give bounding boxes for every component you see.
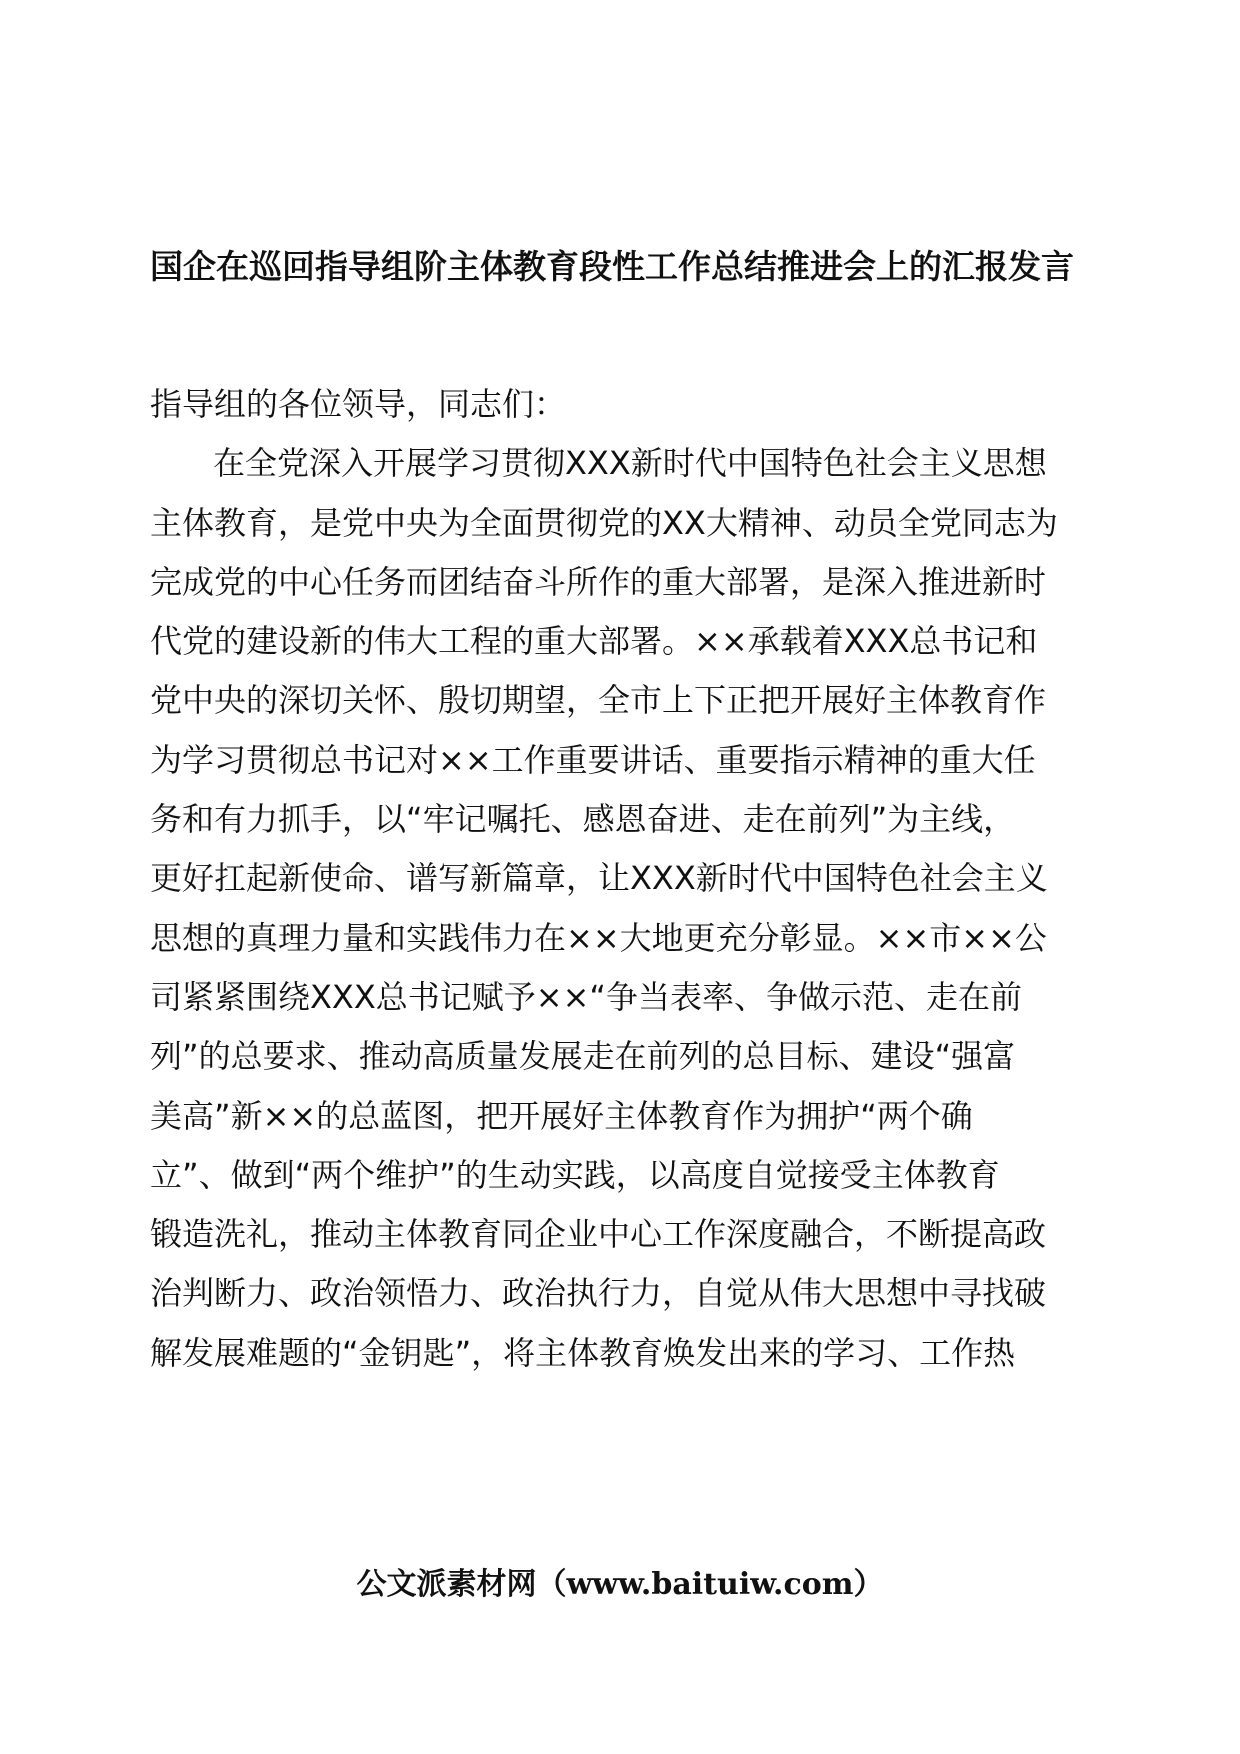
document-body — [150, 375, 1110, 1383]
salutation: 指导组的各位领导，同志们： — [150, 385, 567, 423]
paragraph-line: 思想的真理力量和实践伟力在××大地更充分彰显。××市××公 — [150, 918, 1047, 957]
document-title: 国企在巡回指导组阶主体教育段性工作总结推进会上的汇报发言 — [150, 247, 1074, 286]
paragraph-line: 为学习贯彻总书记对××工作重要讲话、重要指示精神的重大任 — [150, 740, 1036, 779]
paragraph-line: 更好扛起新使命、谱写新篇章，让XXX新时代中国特色社会主义 — [150, 859, 1048, 898]
paragraph-line: 主体教育，是党中央为全面贯彻党的XX大精神、动员全党同志为 — [150, 503, 1058, 542]
paragraph-line: 美高”新××的总蓝图，把开展好主体教育作为拥护“两个确 — [150, 1096, 973, 1135]
paragraph-line: 解发展难题的“金钥匙”，将主体教育焕发出来的学习、工作热 — [150, 1333, 1016, 1372]
paragraph-line: 完成党的中心任务而团结奋斗所作的重大部署，是深入推进新时 — [150, 562, 1047, 601]
paragraph-line: 代党的建设新的伟大工程的重大部署。××承载着XXX总书记和 — [150, 622, 1038, 661]
paragraph-line: 立”、做到“两个维护”的生动实践，以高度自觉接受主体教育 — [150, 1155, 1000, 1194]
footer-source: 公文派素材网（www.baituiw.com） — [356, 1567, 884, 1602]
paragraph-line: 列”的总要求、推动高质量发展走在前列的总目标、建设“强富 — [150, 1037, 1016, 1076]
paragraph-line: 锻造洗礼，推动主体教育同企业中心工作深度融合，不断提高政 — [150, 1215, 1047, 1254]
paragraph-line: 在全党深入开展学习贯彻XXX新时代中国特色社会主义思想 — [213, 444, 1047, 483]
paragraph-line: 务和有力抓手，以“牢记嘱托、感恩奋进、走在前列”为主线， — [150, 800, 1016, 839]
paragraph-line: 司紧紧围绕XXX总书记赋予××“争当表率、争做示范、走在前 — [150, 977, 1022, 1016]
paragraph-line: 党中央的深切关怀、殷切期望，全市上下正把开展好主体教育作 — [150, 681, 1047, 720]
paragraph-line: 治判断力、政治领悟力、政治执行力，自觉从伟大思想中寻找破 — [150, 1274, 1047, 1313]
